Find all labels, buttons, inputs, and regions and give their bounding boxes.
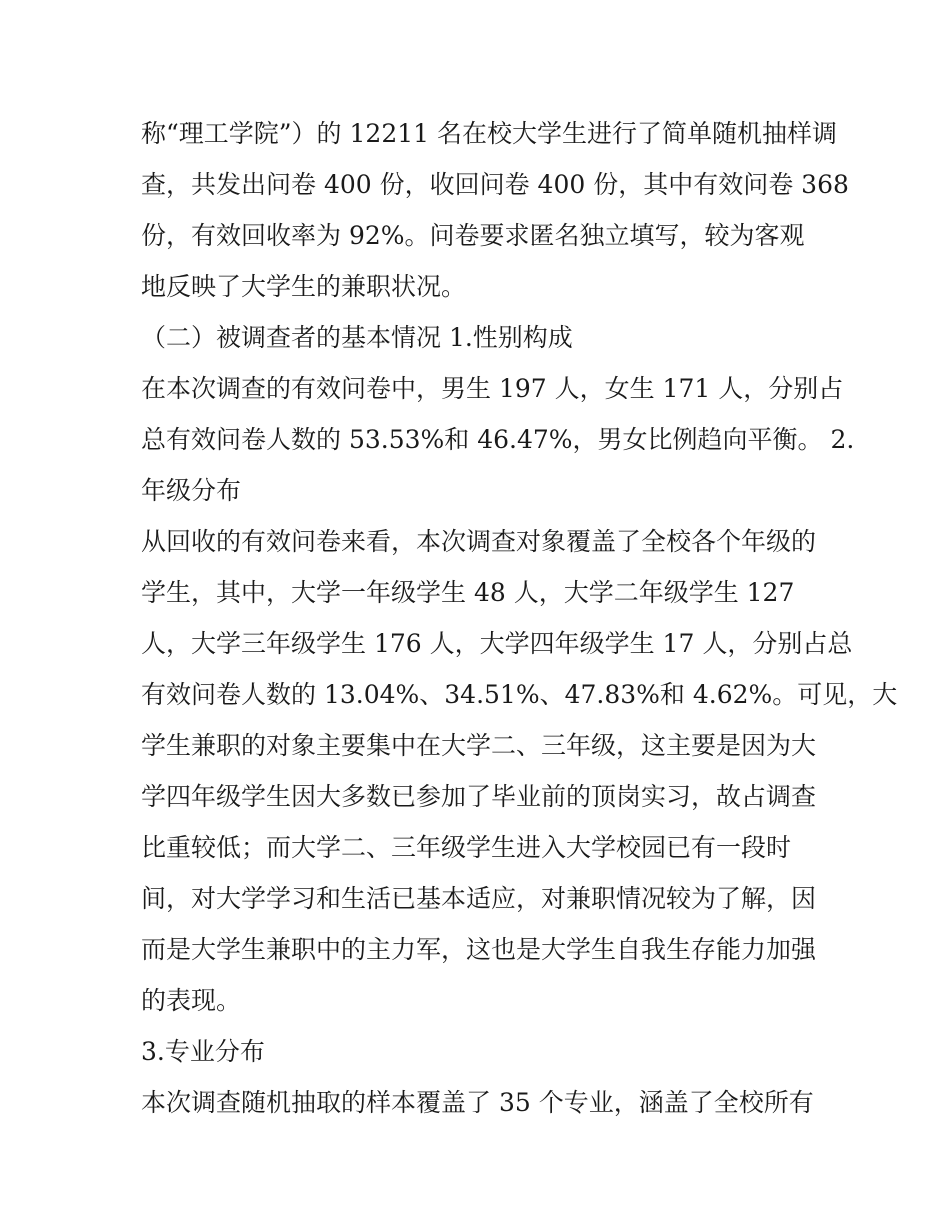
text-line: 学生兼职的对象主要集中在大学二、三年级，这主要是因为大 (141, 731, 817, 760)
text-line: 比重较低；而大学二、三年级学生进入大学校园已有一段时 (141, 833, 792, 862)
text-line: 从回收的有效问卷来看，本次调查对象覆盖了全校各个年级的 (141, 527, 817, 556)
text-line: 年级分布 (141, 476, 242, 505)
text-line: 间，对大学学习和生活已基本适应，对兼职情况较为了解，因 (141, 884, 817, 913)
text-line: 而是大学生兼职中的主力军，这也是大学生自我生存能力加强 (141, 935, 817, 964)
text-line: 份，有效回收率为 92%。问卷要求匿名独立填写，较为客观 (141, 221, 805, 250)
text-line: 有效问卷人数的 13.04%、34.51%、47.83%和 4.62%。可见，大 (141, 680, 898, 709)
text-line: 查，共发出问卷 400 份，收回问卷 400 份，其中有效问卷 368 (141, 170, 849, 199)
document-body (141, 108, 898, 1128)
section-heading: （二）被调查者的基本情况 1.性别构成 (141, 323, 573, 352)
text-line: 学四年级学生因大多数已参加了毕业前的顶岗实习，故占调查 (141, 782, 817, 811)
text-line: 的表现。 (141, 986, 242, 1015)
text-line: 在本次调查的有效问卷中，男生 197 人，女生 171 人，分别占 (141, 374, 844, 403)
text-line: 学生，其中，大学一年级学生 48 人，大学二年级学生 127 (141, 578, 795, 607)
section-heading: 3.专业分布 (141, 1037, 265, 1066)
text-line: 人，大学三年级学生 176 人，大学四年级学生 17 人，分别占总 (141, 629, 853, 658)
text-line: 本次调查随机抽取的样本覆盖了 35 个专业，涵盖了全校所有 (141, 1088, 814, 1117)
text-line: 地反映了大学生的兼职状况。 (141, 272, 467, 301)
text-line: 总有效问卷人数的 53.53%和 46.47%，男女比例趋向平衡。 2. (141, 425, 855, 454)
text-line: 称“理工学院”）的 12211 名在校大学生进行了简单随机抽样调 (141, 119, 837, 148)
